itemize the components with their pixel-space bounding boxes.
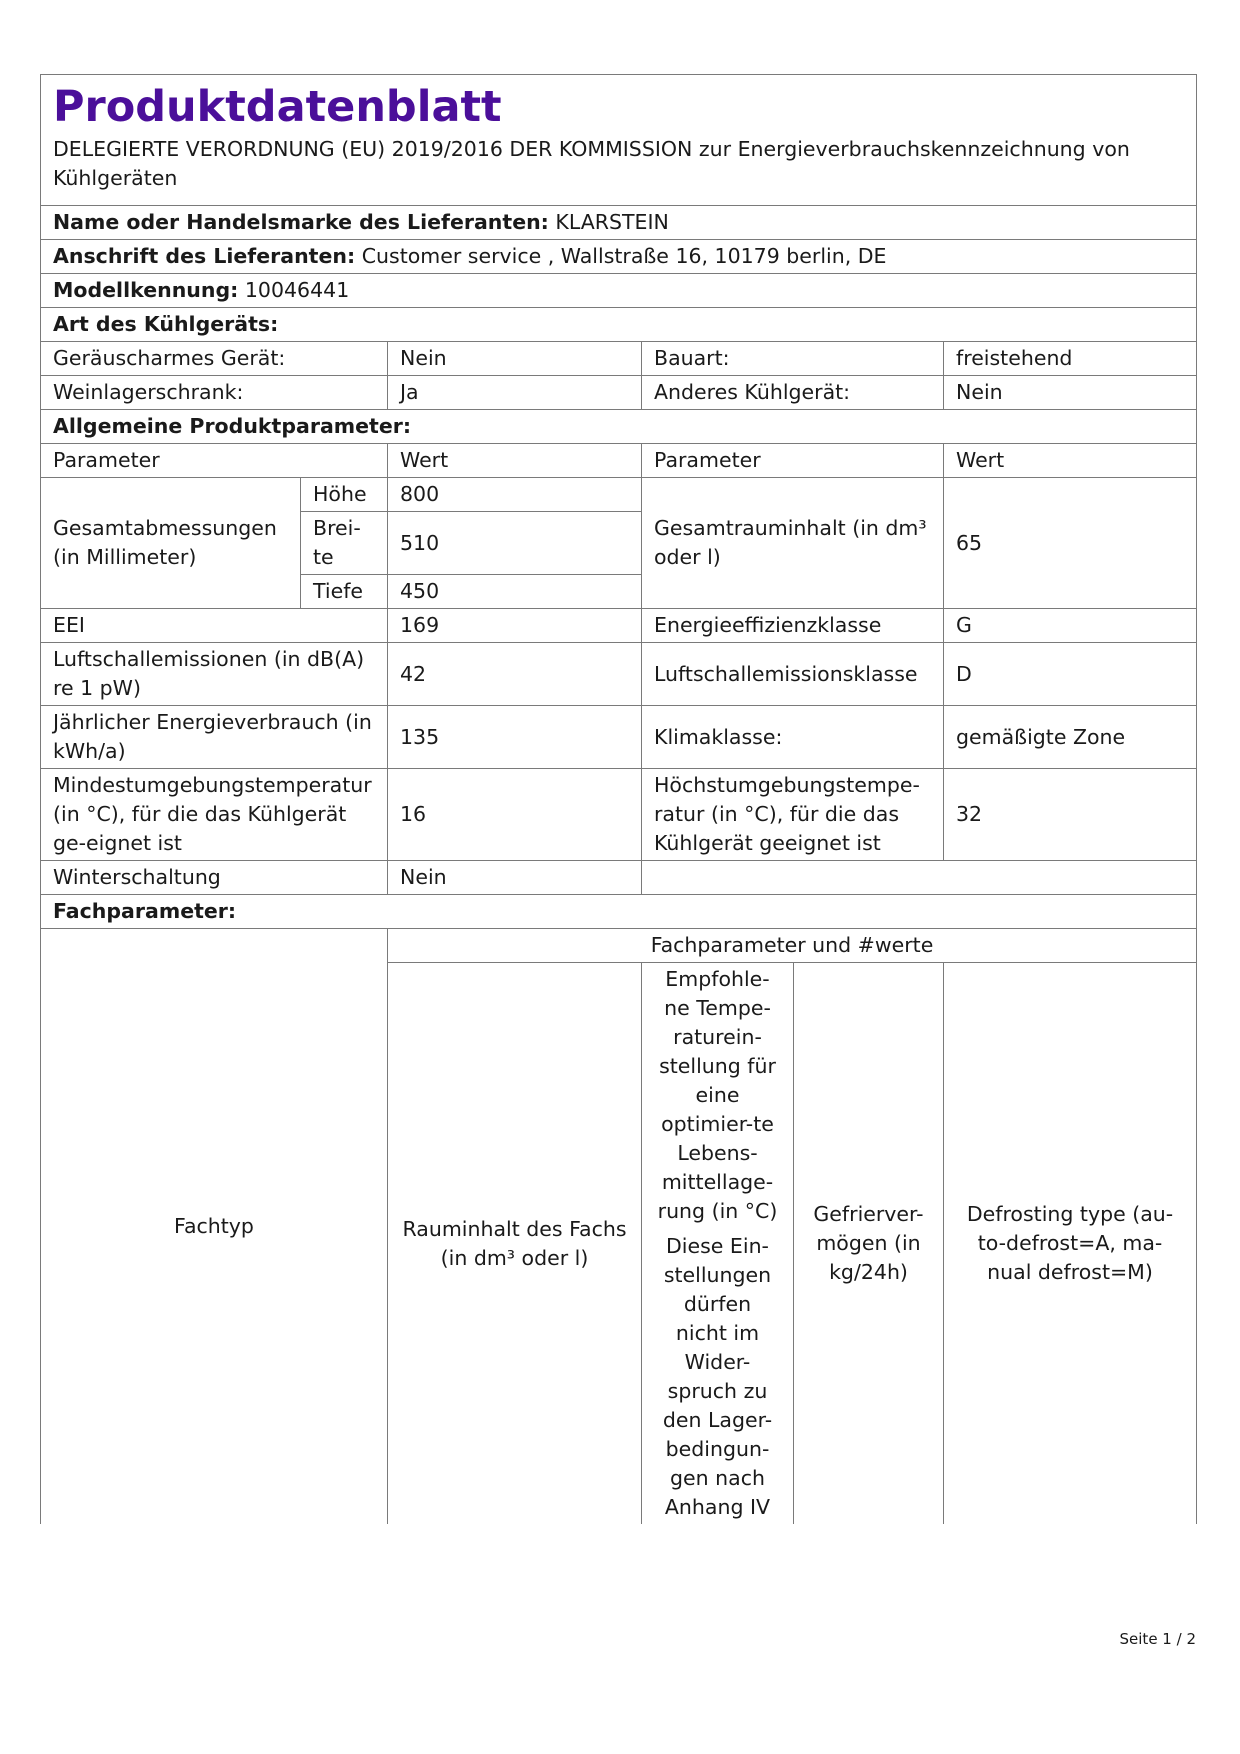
column-header-value: Wert [388,444,642,478]
param-label: Mindestumgebungstemperatur (in °C), für die das Kühlgerät ge-eignet ist [41,769,388,861]
depth-value: 450 [388,575,642,609]
table-row [41,342,1197,376]
param-value: 42 [388,643,642,706]
param-value: Ja [388,376,642,410]
empty-cell [642,861,1197,895]
model-row [41,274,1197,308]
param-value: 169 [388,609,642,643]
address-label: Anschrift des Lieferanten: [53,244,356,268]
param-value: Nein [388,342,642,376]
param-label: Bauart: [642,342,944,376]
param-value: freistehend [944,342,1197,376]
page-title: Produktdatenblatt [53,82,502,132]
param-value: Nein [944,376,1197,410]
width-value: 510 [388,512,642,575]
param-label: Höchstumgebungstempe-ratur (in °C), für die das Kühlgerät geeignet ist [642,769,944,861]
param-label: Energieeffizienzklasse [642,609,944,643]
table-row [41,929,1197,963]
param-value: 135 [388,706,642,769]
model-value: 10046441 [244,278,350,302]
width-label: Brei-te [301,512,388,575]
compartment-type-header: Fachtyp [41,929,388,1525]
model-label: Modellkennung: [53,278,239,302]
param-label: Jährlicher Energieverbrauch (in kWh/a) [41,706,388,769]
param-value: 16 [388,769,642,861]
param-label: EEI [41,609,388,643]
temp-setting-text: Empfohle-ne Tempe-raturein-stellung für eine optimier-te Lebens-mittellage-rung (in °C) [657,967,778,1223]
height-value: 800 [388,478,642,512]
column-header-parameter: Parameter [41,444,388,478]
appliance-type-heading: Art des Kühlgeräts: [41,308,1197,342]
param-label: Luftschallemissionsklasse [642,643,944,706]
address-value: Customer service , Wallstraße 16, 10179 berlin, DE [361,244,887,268]
table-row [41,706,1197,769]
compartment-freeze-header: Gefrierver-mögen (in kg/24h) [794,963,944,1525]
table-row [41,609,1197,643]
param-label: Weinlagerschrank: [41,376,388,410]
column-header-parameter: Parameter [642,444,944,478]
param-value: G [944,609,1197,643]
table-row [41,861,1197,895]
param-label: Anderes Kühlgerät: [642,376,944,410]
temp-setting-note: Diese Ein-stellungen dürfen nicht im Wider-spruch zu den Lager-bedingun-gen nach Anhang IV [662,1234,773,1519]
table-row [41,769,1197,861]
height-label: Höhe [301,478,388,512]
supplier-row [41,206,1197,240]
regulation-subtitle: DELEGIERTE VERORDNUNG (EU) 2019/2016 DER KOMMISSION zur Energieverbrauchskennzeichnung von Kühlgeräten [53,137,1130,190]
param-value: 32 [944,769,1197,861]
supplier-value: KLARSTEIN [555,210,669,234]
winter-label: Winterschaltung [41,861,388,895]
product-data-sheet [40,74,1196,1524]
param-label: Klimaklasse: [642,706,944,769]
compartment-volume-header: Rauminhalt des Fachs (in dm³ oder l) [388,963,642,1525]
winter-value: Nein [388,861,642,895]
table-header-row [41,444,1197,478]
supplier-label: Name oder Handelsmarke des Lieferanten: [53,210,549,234]
compartment-params-heading: Fachparameter: [41,895,1197,929]
param-value: gemäßigte Zone [944,706,1197,769]
total-volume-label: Gesamtrauminhalt (in dm³ oder l) [642,478,944,609]
page-number: Seite 1 / 2 [1119,1630,1196,1648]
compartment-group-header: Fachparameter und #werte [388,929,1197,963]
param-value: D [944,643,1197,706]
depth-label: Tiefe [301,575,388,609]
column-header-value: Wert [944,444,1197,478]
data-sheet-table [40,74,1197,1524]
param-label: Geräuscharmes Gerät: [41,342,388,376]
address-row [41,240,1197,274]
header-block [41,75,1197,206]
dimensions-label: Gesamtabmessungen (in Millimeter) [41,478,301,609]
compartment-defrost-header: Defrosting type (au-to-defrost=A, ma-nual defrost=M) [944,963,1197,1525]
compartment-temp-header [642,963,794,1525]
table-row [41,478,1197,512]
general-params-heading: Allgemeine Produktparameter: [41,410,1197,444]
param-label: Luftschallemissionen (in dB(A) re 1 pW) [41,643,388,706]
total-volume-value: 65 [944,478,1197,609]
table-row [41,643,1197,706]
table-row [41,376,1197,410]
